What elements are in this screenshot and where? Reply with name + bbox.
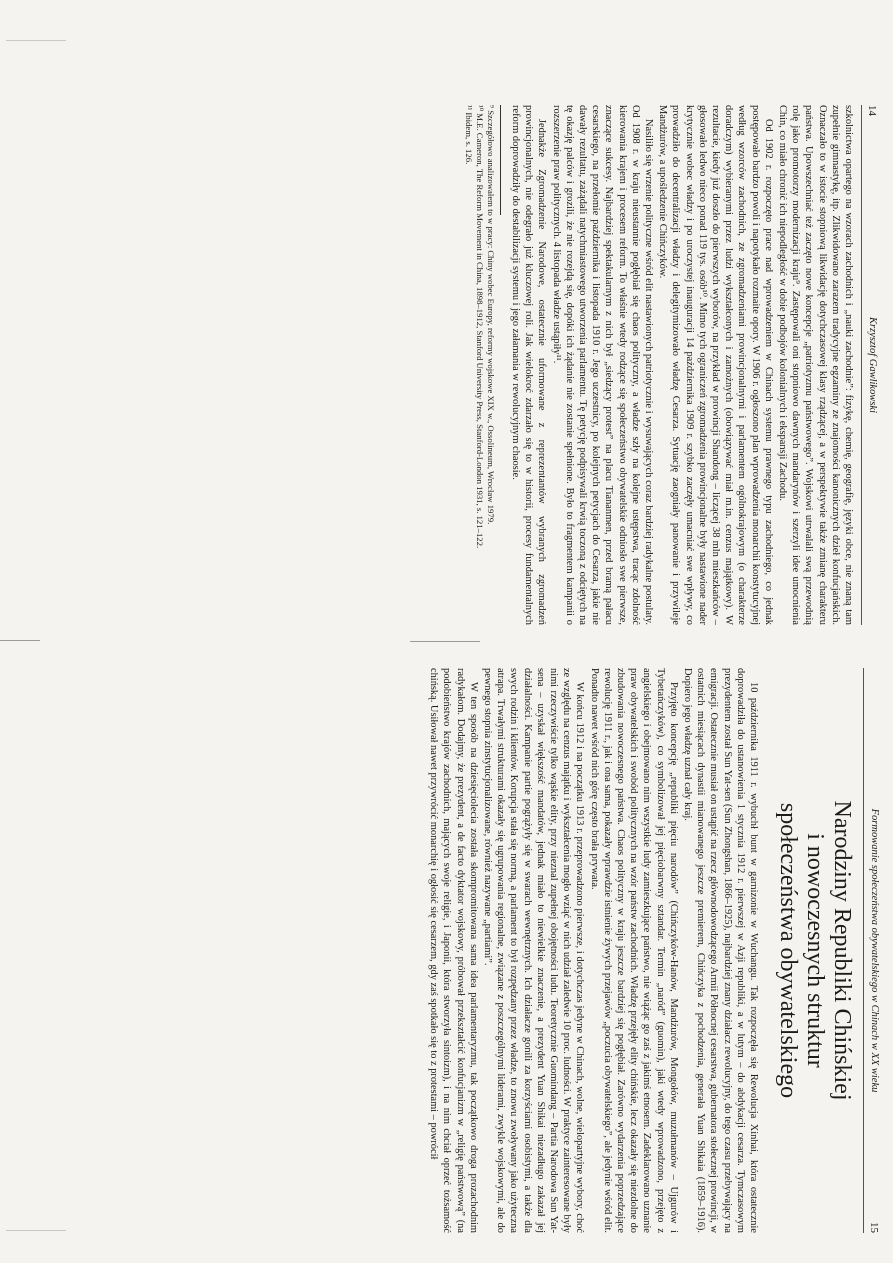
- left-page: [123, 105, 878, 625]
- footnote-separator: [500, 105, 501, 215]
- chapter-title: [774, 668, 855, 1233]
- right-paragraph-3: W końcu 1912 i na początku 1913 r. przeprowadzono pierwsze, i dotychczas jedyne w Chinach, wolne, wielopartyjne wybory, choć ze względu na cenzus majątku i wykształcenia mogło wziąć w nich udział zaledwie 10 proc. ludności. W praktyce zainteresowane były nimi rzeczywiście tylko wąskie elity, przy nieznal zupełnej obojętności ludu. Teoretycznie Guomindang – Partia Narodowa Sun Yat-sena – uzyskał większość mandatów, jednak miało to niewielkie znaczenie, a prezydent Yuan Shikai niezadługo zakazał jej działalności. Kampanie partie pogrążyły się w swarach wewnętrznych. Ich działacze gonili za korzyściami osobistymi, a także dla swych rodzin i klientów. Korupcja stała się normą, a parlament to był rozpędzany przez władze, to znowu zwoływany jako użyteczna atrapa. Trwałymi strukturami okazały się ugrupowania regionalne, związane z poszczególnymi liderami, zwykle wojskowymi, ale do pewnego stopnia zinstytucjonalizowane, również nazywane „partiami”.: [481, 668, 586, 1233]
- chapter-title-line-1: Narodziny Republiki Chińskiej: [829, 800, 855, 1101]
- right-paragraph-1: 10 października 1911 r. wybuchł bunt w garnizonie w Wuchangu. Tak rozpoczęła się Rewolucja Xinhai, która ostatecznie doprowadziła do ustanowienia 1 stycznia 1912 r. pierwszej w Azji republiki, a w lutym – do abdykacji cesarza. Tymczasowym prezydentem został Sun Yat-sen (Sun Zhongshan, 1866–1925), najbardziej znany działacz rewolucyjny, do tego czasu przebywający na emigracji. Ostatecznie musiał on ustąpić na rzecz głównodowodzącego Armii Północnej cesarstwa, gubernatora stołecznej prowincji, w ostatnich miesiącach dynastii mianowanego jeszcze premierem, Chińczyka z pochodzenia, generała Yuan Shikaia (1859–1916). Dopiero jego władzę uznał cały kraj.: [681, 668, 759, 1233]
- right-page: [120, 668, 880, 1233]
- right-paragraph-4: W ten sposób na dziesięciolecia została skompromitowana sama idea parlamentaryzmu, tak początkowo droga prozachodnim radykałom. Dodajmy, że prezydent, a de facto dyktator wojskowy, próbował przekształcić konfucjanizm w „religię państwową” (na podobieństwo krajów zachodnich, mających swoje religie, i Japonii, która stworzyła sintoizm), i na nim chciał oprzeć tożsamość chińską. Usiłował nawet przywrócić monarchię i ogłosić się cesarzem, gdy zaś spotkało się to z protestami – powrócił: [428, 668, 479, 1233]
- scan-edge-mark-bottom: [6, 1230, 66, 1231]
- left-paragraph-2: Od 1902 r. rozpoczęto prace nad wprowadzeniem w Chinach systemu prawnego typu zachodniego, co jednak postępowało bardzo powoli i napotykało rozmaite opory. W 1906 r. ogłoszono plan wprowadzenia monarchii konstytucyjnej według wzorców zachodnich, ze zgromadzeniami prowincjonalnymi i parlamentem ogólnokrajowym (o charakterze doradczym) wybieranymi przez ludzi wykształconych i zamożnych (obowiązywać miał m.in. cenzus majątkowy). W rezultacie, kiedy już doszło do pierwszych wyborów, na przykład w prowincji Shandong – liczącej 38 mln mieszkańców – głosowało ledwo nieco ponad 119 tys. osób¹⁰. Mimo tych ograniczeń zgromadzenia prowincjonalne były nastawione nader krytycznie wobec władzy i po uroczystej inauguracji 14 października 1909 r. szybko zaczęły umacniać swe wpływy, co prowadziło do decentralizacji władzy i delegitymizowało władzę Cesarza. Sytuację zaogniały panowanie i przywileje Mandżurów, a upośledzenie Chińczyków.: [657, 105, 774, 625]
- left-paragraph-1: szkolnictwa opartego na wzorach zachodnich i „nauki zachodnie”: fizykę, chemię, geografię, języki obce, nie znaną tam zupełnie gimnastykę, itp. Zlikwidowano zarazem tradycyjne egzaminy ze znajomości kanonicznych dzieł konfucjańskich. Oznaczało to w istocie stopniową likwidację dotychczasowej klasy rządzącej, a w perspektywie także zmianę charakteru państwa. Upowszechniać też zaczęto nowe koncepcje „patriotyzmu państwowego”. Wojskowi utrwalali swą przewodnią rolę jako promotorzy modernizacji kraju⁹. Zastępowali oni stopniowo dawnych mandarynów i szerzyli idee umocnienia Chin, co miało chronić ich niepodległość w dobie podbojów kolonialnych i ekspansji Zachodu.: [776, 105, 854, 625]
- left-running-head: Krzysztof Gawlikowski: [867, 317, 878, 413]
- footnote-11: ¹¹ Ibidem, s. 126.: [463, 105, 474, 165]
- left-page-header: [861, 105, 878, 625]
- right-page-number: 15: [868, 1222, 880, 1233]
- left-paragraph-3: Nasiliło się wrzenie polityczne wśród elit nastawionych patriotycznie i wysuwających coraz bardziej radykalne postulaty. Od 1908 r. w kraju nieustannie pogłębiał się chaos polityczny, a władze szły na kolejne ustępstwa, tracąc zdolność kierowania krajem i procesem reform. To właśnie wtedy rodzące się społeczeństwo obywatelskie odniosło swe pierwsze, znaczące sukcesy. Najbardziej spektakularnym z nich był „siedzący protest” na placu Tiananmen, przed bramą pałacu cesarskiego, na przełomie października i listopada 1910 r. Jego uczestnicy, po kolejnych petycjach do Cesarza, jakie nie dawały rezultatu, zażądali natychmiastowego utworzenia parlamentu. Tę petycję podpisywali krwią toczoną z odciętych na tę okazję palców i grozili, że nie rozejdą się, dopóki ich żądanie nie zostanie spełnione. Było to fragmentem kampanii o rozszerzenie praw politycznych. 4 listopada władze ustąpiły¹¹.: [550, 105, 654, 625]
- scan-edge-mark-top: [6, 40, 66, 41]
- chapter-title-line-3: społeczeństwa obywatelskiego: [775, 802, 801, 1099]
- right-page-header: [863, 668, 880, 1233]
- right-running-head: Formowanie społeczeństwa obywatelskiego w Chinach w XX wieku: [869, 808, 880, 1093]
- footnote-9: ⁹ Szczegółowo analizowałem to w pracy: Chiny wobec Europy, reformy wojskowe XIX w., Ossolineum, Wrocław 1979.: [485, 105, 496, 525]
- chapter-title-line-2: i nowoczesnych struktur: [802, 833, 828, 1068]
- scan-edge-mark-left: [0, 640, 40, 641]
- left-paragraph-4: Jednakże Zgromadzenie Narodowe, ostatecznie uformowane z reprezentantów wybranych zgromadzeń prowincjonalnych, nie odegrało już kluczowej roli. Jak wielokroć zdarzało się to w historii, procesy fundamentalnych reform doprowadziły do destabilizacji systemu i jego załamania w rewolucyjnym chaosie.: [509, 105, 548, 625]
- right-paragraph-2: Przyjęto koncepcję „republiki pięciu narodów” (Chińczyków-Hanów, Mandżurów, Mongołów, muzułmanów – Ujgurów i Tybetańczyków), co symbolizował jej pięciobarwny sztandar. Termin „naród” (guomin), jaki wtedy wprowadzono, przejęto z angielskiego i obejmowano nim wszystkie ludy zamieszkujące państwo, nie wiążąc go zaś z jakimś etnosem. Zadeklarowano uznanie praw obywatelskich i swobód politycznych na wzór państw zachodnich. Władzę przejęły elity chińskie, lecz okazały się niezdolne do zbudowania nowoczesnego państwa. Chaos polityczny w kraju jeszcze bardziej się pogłębiał. Zarówno wydarzenia poprzedzające rewolucję 1911 r., jak i ona sama, pokazały wprawdzie istnienie żywych przejawów „poczucia obywatelskiego”, ale jedynie wśród elit. Ponadto nawet wśród nich górę często brała prywata.: [588, 668, 679, 1233]
- footnote-10: ¹⁰ M.E. Cameron, The Reform Movement in China, 1898–1912, Stanford University Press, Stanford-London 1931, s. 121–122.: [474, 105, 485, 549]
- scan-edge-mark-middle: [410, 641, 480, 642]
- left-page-number: 14: [866, 105, 878, 116]
